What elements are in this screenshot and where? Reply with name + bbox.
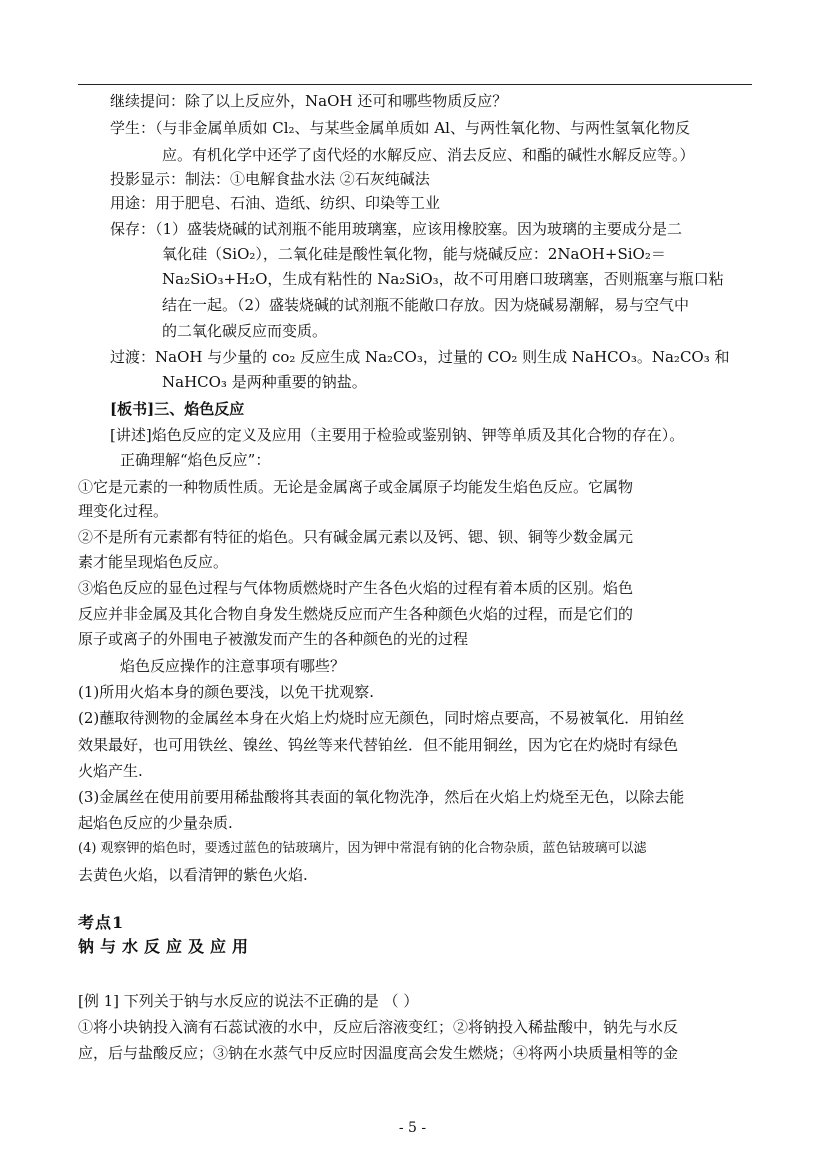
text-line: 原子或离子的外围电子被激发而产生的各种颜色的光的过程 xyxy=(78,630,469,648)
text-line: 去黄色火焰，以看清钾的紫色火焰. xyxy=(78,866,308,884)
text-line: 应。有机化学中还学了卤代烃的水解反应、消去反应、和酯的碱性水解反应等。） xyxy=(162,146,695,164)
text-line: 素才能呈现焰色反应。 xyxy=(78,553,229,571)
text-line: ②不是所有元素都有特征的焰色。只有碱金属元素以及钙、锶、钡、铜等少数金属元 xyxy=(78,528,634,546)
text-line: [讲述]焰色反应的定义及应用（主要用于检验或鉴别钠、钾等单质及其化合物的存在）。 xyxy=(110,426,685,444)
page-number: - 5 - xyxy=(398,1120,427,1136)
text-line: 保存：（1）盛装烧碱的试剂瓶不能用玻璃塞，应该用橡胶塞。因为玻璃的主要成分是二 xyxy=(110,220,683,238)
text-line: 继续提问：除了以上反应外，NaOH 还可和哪些物质反应？ xyxy=(110,92,508,110)
text-line: Na₂SiO₃+H₂O，生成有粘性的 Na₂SiO₃，故不可用磨口玻璃塞，否则瓶塞与瓶口粘 xyxy=(162,270,724,288)
text-line: 用途：用于肥皂、石油、造纸、纺织、印染等工业 xyxy=(110,194,441,212)
text-line: 起焰色反应的少量杂质. xyxy=(78,814,233,832)
text-line: (1)所用火焰本身的颜色要浅，以免干扰观察. xyxy=(78,683,375,701)
blackboard-heading: [板书]三、焰色反应 xyxy=(110,400,245,418)
text-line: 效果最好，也可用铁丝、镍丝、钨丝等来代替铂丝．但不能用铜丝，因为它在灼烧时有绿色 xyxy=(78,736,679,754)
text-line: ①它是元素的一种物质性质。无论是金属离子或金属原子均能发生焰色反应。它属物 xyxy=(78,478,634,496)
section-label: 考点1 xyxy=(78,913,125,932)
header-rule xyxy=(78,84,752,85)
text-line: 学生：（与非金属单质如 Cl₂、与某些金属单质如 Al、与两性氧化物、与两性氢氧化物反 xyxy=(110,119,690,137)
text-line: 正确理解“焰色反应”： xyxy=(120,451,271,469)
text-line: 投影显示：制法：①电解食盐水法 ②石灰纯碱法 xyxy=(110,170,430,188)
text-line: 过渡：NaOH 与少量的 co₂ 反应生成 Na₂CO₃，过量的 CO₂ 则生成 NaHCO₃。Na₂CO₃ 和 xyxy=(110,348,730,366)
text-line: 氧化硅（SiO₂），二氧化硅是酸性氧化物，能与烧碱反应：2NaOH+SiO₂＝ xyxy=(162,245,666,263)
text-line: 理变化过程。 xyxy=(78,502,169,520)
text-line: 火焰产生. xyxy=(78,762,143,780)
text-line: 的二氧化碳反应而变质。 xyxy=(162,322,328,340)
text-line: 结在一起。（2）盛装烧碱的试剂瓶不能敞口存放。因为烧碱易潮解，易与空气中 xyxy=(162,296,690,314)
text-line: 反应并非金属及其化合物自身发生燃烧反应而产生各种颜色火焰的过程，而是它们的 xyxy=(78,605,634,623)
text-line: 应，后与盐酸反应；③钠在水蒸气中反应时因温度高会发生燃烧；④将两小块质量相等的金 xyxy=(78,1044,679,1062)
text-line: ①将小块钠投入滴有石蕊试液的水中，反应后溶液变红；②将钠投入稀盐酸中，钠先与水反 xyxy=(78,1018,679,1036)
text-line: 焰色反应操作的注意事项有哪些？ xyxy=(120,657,346,675)
text-line: (3)金属丝在使用前要用稀盐酸将其表面的氧化物洗净，然后在火焰上灼烧至无色，以除去能 xyxy=(78,788,685,806)
text-line: NaHCO₃ 是两种重要的钠盐。 xyxy=(162,373,367,391)
text-line: (2)蘸取待测物的金属丝本身在火焰上灼烧时应无颜色，同时熔点要高，不易被氧化．用铂丝 xyxy=(78,709,685,727)
text-line: (4) 观察钾的焰色时，要透过蓝色的钴玻璃片，因为钾中常混有钠的化合物杂质，蓝色钴玻璃可以滤 xyxy=(78,841,647,856)
section-title: 钠与水反应及应用 xyxy=(78,937,255,956)
text-line: ③焰色反应的显色过程与气体物质燃烧时产生各色火焰的过程有着本质的区别。焰色 xyxy=(78,579,634,597)
example-question: [例 1] 下列关于钠与水反应的说法不正确的是 （ ） xyxy=(78,992,419,1010)
